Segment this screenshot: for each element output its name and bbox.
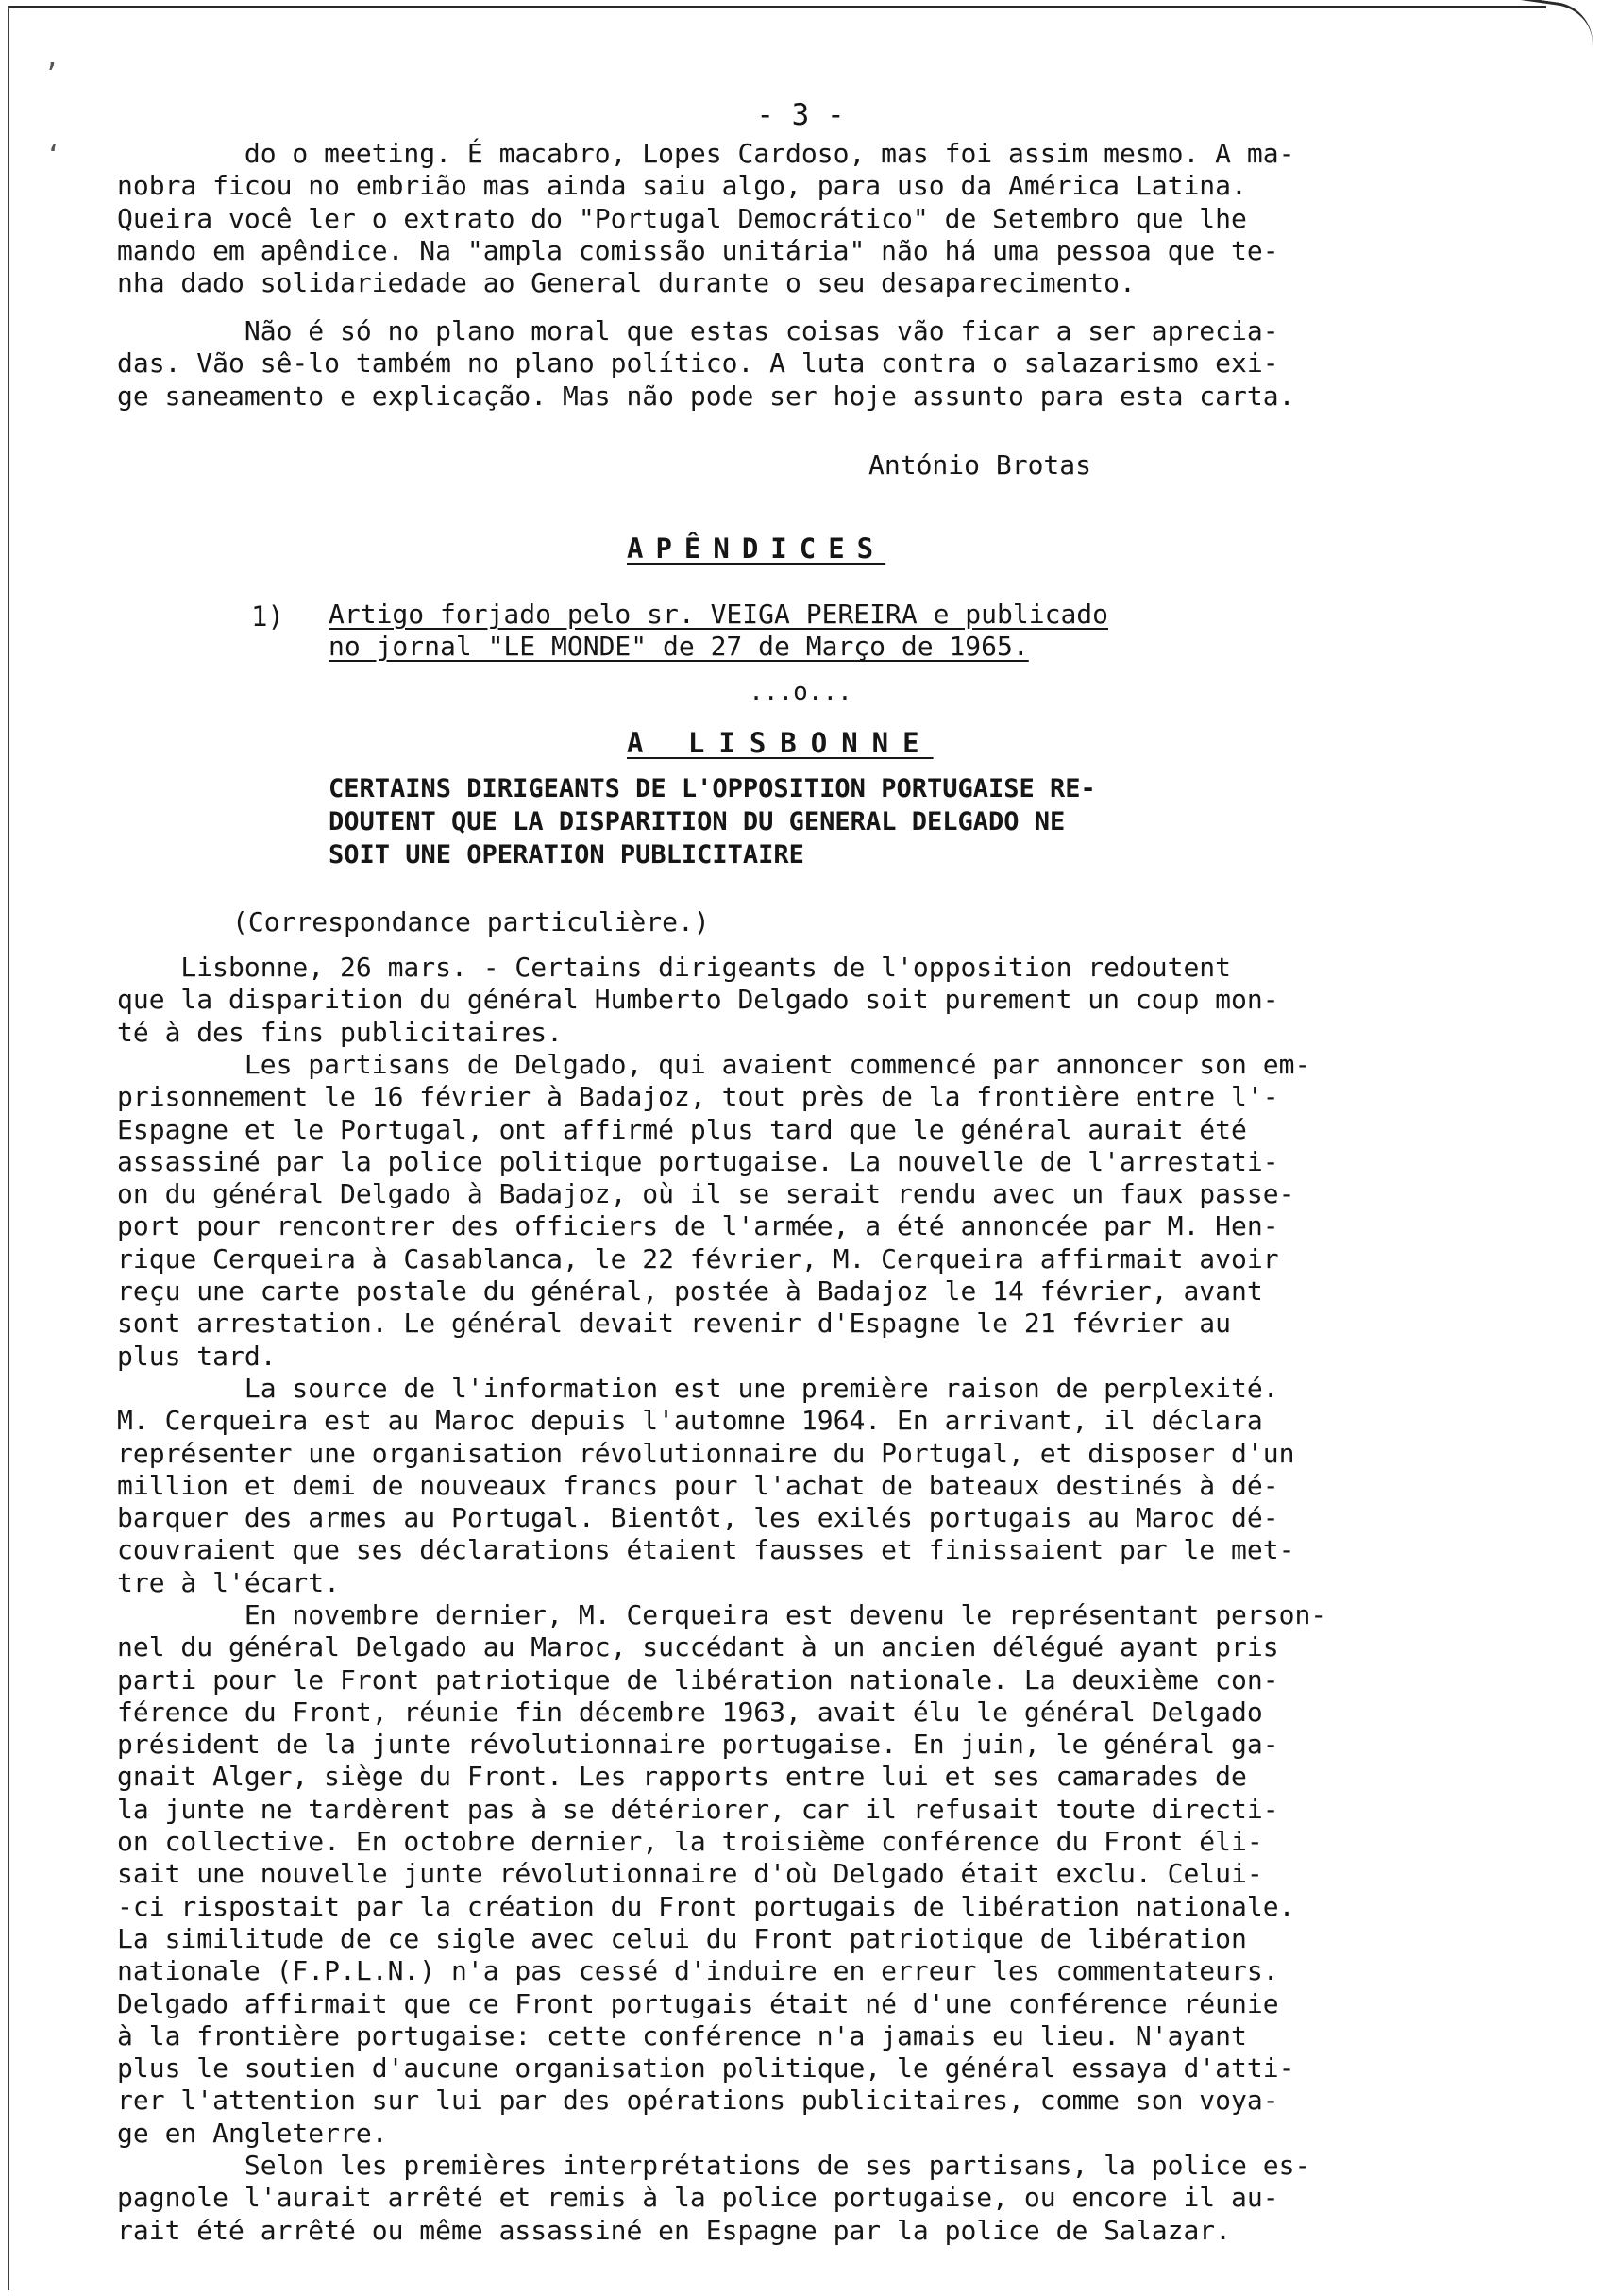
separator: ...o... (749, 678, 852, 706)
article-subtitle: CERTAINS DIRIGEANTS DE L'OPPOSITION PORTUGAISE RE- DOUTENT QUE LA DISPARITION DU GENERAL DELGADO NE SOIT UNE OPERATION PUBLICITAIRE (329, 774, 1096, 869)
appendix-description: Artigo forjado pelo sr. VEIGA PEREIRA e publicado (329, 599, 1109, 630)
paper-left-edge (8, 6, 9, 2290)
appendices-title: APÊNDICES (627, 532, 886, 565)
article-title: A LISBONNE (627, 727, 934, 759)
paper-corner-curl (1508, 0, 1597, 48)
paper-top-edge (8, 6, 1546, 8)
letter-paragraph: do o meeting. É macabro, Lopes Cardoso, mas foi assim mesmo. A ma- nobra ficou no embrião mas ainda saiu algo, para uso da América Latina. Queira você ler o extrato do "Portugal Democrático" de Setembro que lhe mando em apêndice. Na "ampla comissão unitária" não há uma pessoa que te- nha dado solidariedade ao General durante o seu desaparecimento. (117, 138, 1295, 299)
margin-mark: ’ (43, 58, 59, 89)
appendix-description: no jornal "LE MONDE" de 27 de Março de 1965. (329, 631, 1029, 662)
signature: António Brotas (868, 449, 1092, 481)
article-paragraph: Selon les premières interprétations de ses partisans, la police es- pagnole l'aurait arrêté et remis à la police portugaise, ou encore il au- rait été arrêté ou même assassiné en Espagne par la police de Salazar. (117, 2150, 1311, 2246)
article-paragraph: En novembre dernier, M. Cerqueira est devenu le représentant person- nel du général Delgado au Maroc, succédant à un ancien délégué ayant pris parti pour le Front patriotique de libération nationale. La deuxième con- férence du Front, réunie fin décembre 1963, avait élu le général Delgado président de la junte révolutionnaire portugaise. En juin, le général ga- gnait Alger, siège du Front. Les rapports entre lui et ses camarades de la junte ne tardèrent pas à se détériorer, car il refusait toute directi- on collective. En octobre dernier, la troisième conférence du Front éli- sait une nouvelle junte révolutionnaire d'où Delgado était exclu. Celui- -ci rispostait par la création du Front portugais de libération nationale. La similitude de ce sigle avec celui du Front patriotique de libération nationale (F.P.L.N.) n'a pas cessé d'induire en erreur les commentateurs. Delgado affirmait que ce Front portugais était né d'une conférence réunie à la frontière portugaise: cette conférence n'a jamais eu lieu. N'ayant plus le soutien d'aucune organisation politique, le général essaya d'atti- rer l'attention sur lui par des opérations publicitaires, comme son voya- ge en Angleterre. (117, 1599, 1327, 2149)
letter-paragraph: Não é só no plano moral que estas coisas vão ficar a ser aprecia- das. Vão sê-lo também no plano político. A luta contra o salazarismo exi- ge saneamento e explicação. Mas não pode ser hoje assunto para esta carta. (117, 315, 1295, 412)
page-number: - 3 - (756, 98, 845, 132)
appendix-number: 1) (251, 600, 284, 633)
article-paragraph: Les partisans de Delgado, qui avaient commencé par annoncer son em- prisonnement le 16 février à Badajoz, tout près de la frontière entre l'- Espagne et le Portugal, ont affirmé plus tard que le général aurait été assassiné par la police politique portugaise. La nouvelle de l'arrestati- on du général Delgado à Badajoz, où il se serait rendu avec un faux passe- port pour rencontrer des officiers de l'armée, a été annoncée par M. Hen- rique Cerqueira à Casablanca, le 22 février, M. Cerqueira affirmait avoir reçu une carte postale du général, postée à Badajoz le 14 février, avant sont arrestation. Le général devait revenir d'Espagne le 21 février au plus tard. (117, 1049, 1311, 1372)
article-paragraph: La source de l'information est une première raison de perplexité. M. Cerqueira est au Maroc depuis l'automne 1964. En arrivant, il déclara représenter une organisation révolutionnaire du Portugal, et disposer d'un million et demi de nouveaux francs pour l'achat de bateaux destinés à dé- barquer des armes au Portugal. Bientôt, les exilés portugais au Maroc dé- couvraient que ses déclarations étaient fausses et finissaient par le met- tre à l'écart. (117, 1373, 1295, 1598)
correspondence-note: (Correspondance particulière.) (232, 906, 710, 937)
article-paragraph: Lisbonne, 26 mars. - Certains dirigeants de l'opposition redoutent que la disparition du général Humberto Delgado soit purement un coup mon- té à des fins publicitaires. (117, 952, 1279, 1048)
margin-mark: ‘ (45, 139, 61, 170)
